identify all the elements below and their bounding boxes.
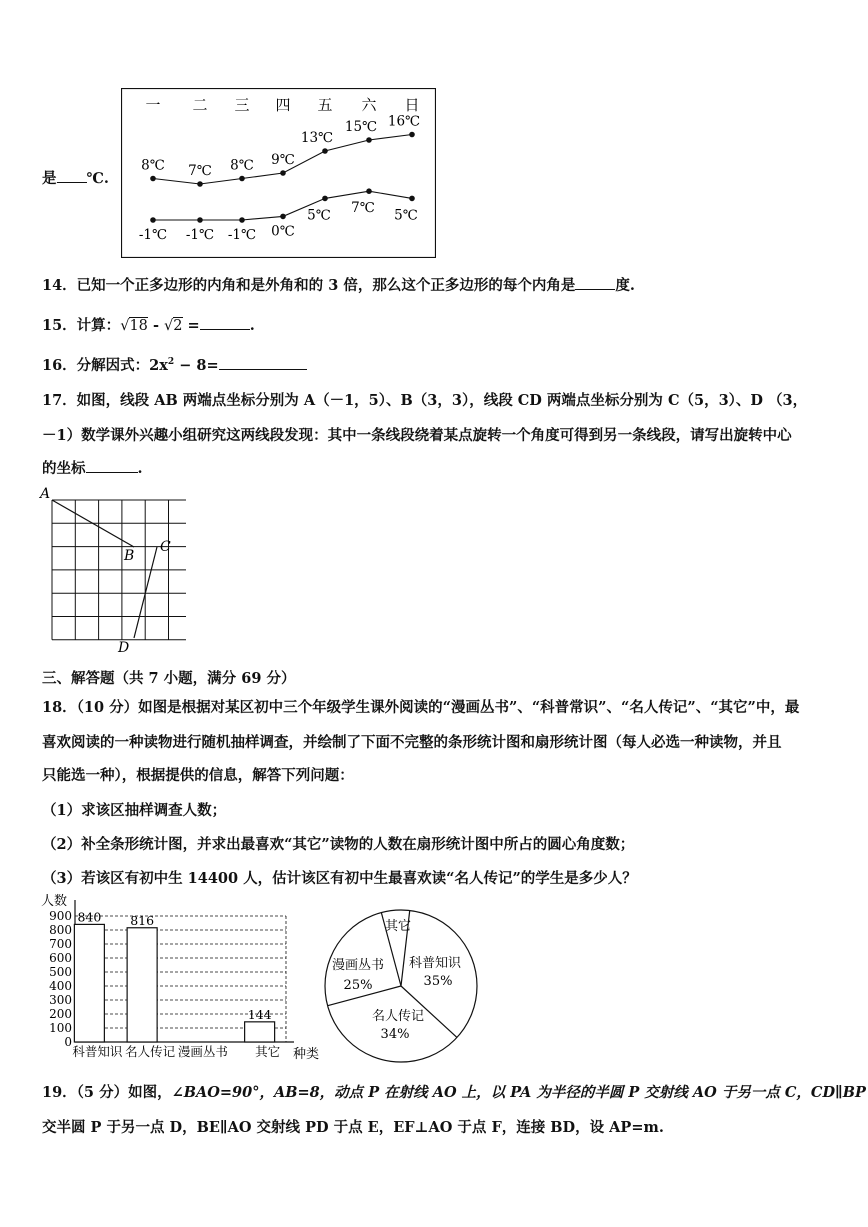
y-tick-label: 100 bbox=[49, 1021, 72, 1035]
low-temp-point bbox=[409, 196, 415, 202]
low-temp-point bbox=[239, 217, 245, 223]
temperature-chart bbox=[121, 88, 436, 258]
x-tick-label: 其它 bbox=[255, 1044, 281, 1059]
y-tick-label: 900 bbox=[49, 909, 72, 923]
q13-prefix: 是 bbox=[42, 170, 57, 187]
q15: 15．计算：√18 - √2 = . bbox=[42, 317, 255, 334]
q18-sub2: （2）补全条形统计图，并求出最喜欢“其它”读物的人数在扇形统计图中所占的圆心角度数； bbox=[42, 836, 635, 853]
low-temp-point bbox=[280, 214, 286, 220]
pie-slice-percent: 35% bbox=[423, 974, 453, 989]
bar-value-label: 816 bbox=[130, 912, 155, 928]
q15-text: 15．计算： bbox=[42, 317, 121, 334]
q14-blank bbox=[575, 275, 615, 290]
q13-answer-line bbox=[42, 167, 109, 188]
q16-blank bbox=[219, 355, 307, 370]
low-temp-label: 5℃ bbox=[394, 207, 418, 224]
x-tick-label: 名人传记 bbox=[125, 1044, 176, 1059]
day-label: 六 bbox=[361, 96, 377, 114]
bar bbox=[74, 924, 104, 1042]
bar bbox=[245, 1022, 275, 1042]
high-temp-point bbox=[366, 137, 372, 143]
high-temp-point bbox=[150, 176, 156, 182]
day-label: 三 bbox=[234, 96, 250, 114]
high-temp-point bbox=[197, 181, 203, 187]
y-tick-label: 400 bbox=[49, 979, 72, 993]
high-temp-label: 8℃ bbox=[230, 157, 254, 174]
q13-unit: ℃. bbox=[86, 170, 109, 187]
day-label: 四 bbox=[275, 96, 291, 114]
q14-text: 14．已知一个正多边形的内角和是外角和的 3 倍，那么这个正多边形的每个内角是 bbox=[42, 277, 576, 294]
q18-line1: 18．（10 分）如图是根据对某区初中三个年级学生课外阅读的“漫画丛书”、“科普常识”、“名人传记”、“其它”中，最 bbox=[42, 699, 800, 716]
sqrt-2: √2 bbox=[164, 318, 183, 334]
label-b: B bbox=[124, 548, 135, 564]
pie-slice-label: 漫画丛书 bbox=[331, 958, 385, 973]
q18-sub1: （1）求该区抽样调查人数； bbox=[42, 802, 227, 819]
pie-slice-label: 科普知识 bbox=[408, 956, 462, 971]
q19-line2: 交半圆 P 于另一点 D，BE∥AO 交射线 PD 于点 E，EF⊥AO 于点 F，连接 BD，设 AP=m. bbox=[42, 1119, 664, 1136]
q16: 16．分解因式：$2x^2 - 8=$ bbox=[42, 354, 307, 375]
q18-line3: 只能选一种），根据提供的信息，解答下列问题： bbox=[42, 767, 354, 784]
day-label: 二 bbox=[192, 96, 208, 114]
q18-sub3: （3）若该区有初中生 14400 人，估计该区有初中生最喜欢读“名人传记”的学生是多少人？ bbox=[42, 870, 637, 887]
pie-slice-label: 其它 bbox=[384, 919, 412, 934]
high-temp-label: 13℃ bbox=[300, 130, 334, 146]
y-tick-label: 700 bbox=[49, 937, 72, 951]
high-temp-label: 7℃ bbox=[188, 163, 212, 179]
bar-value-label: 840 bbox=[77, 909, 102, 925]
low-temp-label: -1℃ bbox=[138, 227, 168, 243]
q17-grid-figure bbox=[36, 484, 186, 656]
q14 bbox=[42, 274, 635, 295]
bar-value-label: 144 bbox=[247, 1006, 272, 1022]
day-label: 一 bbox=[145, 96, 161, 114]
x-tick-label: 漫画丛书 bbox=[177, 1044, 228, 1059]
y-tick-label: 200 bbox=[49, 1007, 72, 1021]
q13-blank bbox=[57, 168, 87, 183]
bar-chart bbox=[38, 890, 326, 1062]
pie-slice-label: 名人传记 bbox=[371, 1009, 425, 1024]
q16-text: 16．分解因式：2x bbox=[42, 357, 168, 374]
low-temp-point bbox=[322, 196, 328, 202]
day-label: 五 bbox=[317, 96, 333, 114]
q19-line1: 19．（5 分）如图，∠BAO=90°，AB=8，动点 P 在射线 AO 上，以 PA 为半径的半圆 P 交射线 AO 于另一点 C，CD∥BP bbox=[42, 1084, 866, 1101]
q14-suffix: 度. bbox=[615, 277, 635, 294]
high-temp-point bbox=[409, 132, 415, 138]
high-temp-label: 8℃ bbox=[141, 157, 165, 174]
label-c: C bbox=[160, 539, 171, 555]
low-temp-label: 5℃ bbox=[307, 207, 331, 224]
low-temp-label: 7℃ bbox=[351, 200, 375, 217]
high-temp-label: 9℃ bbox=[271, 152, 295, 168]
high-temp-point bbox=[280, 170, 286, 176]
x-axis-title: 种类 bbox=[293, 1047, 320, 1062]
q17-line3: 的坐标 . bbox=[42, 460, 143, 477]
low-temp-label: -1℃ bbox=[227, 227, 257, 243]
high-temp-point bbox=[322, 148, 328, 154]
pie-slice-percent: 25% bbox=[343, 978, 373, 993]
pie-chart bbox=[320, 905, 482, 1065]
y-tick-label: 600 bbox=[49, 951, 72, 965]
label-d: D bbox=[118, 640, 130, 656]
label-a: A bbox=[40, 486, 51, 502]
high-temp-label: 15℃ bbox=[344, 119, 378, 135]
q18-line2: 喜欢阅读的一种读物进行随机抽样调查，并绘制了下面不完整的条形统计图和扇形统计图（每人必选一种读物，并且 bbox=[42, 734, 782, 751]
sqrt-18: √18 bbox=[120, 318, 148, 334]
high-temp-point bbox=[239, 176, 245, 182]
low-temp-label: -1℃ bbox=[185, 227, 215, 243]
q15-blank bbox=[200, 315, 250, 330]
high-temp-label: 16℃ bbox=[387, 113, 421, 130]
low-temp-point bbox=[197, 217, 203, 223]
day-label: 日 bbox=[404, 96, 420, 114]
q17-line1: 17．如图，线段 AB 两端点坐标分别为 A（－1，5）、B（3，3），线段 CD 两端点坐标分别为 C（5，3）、D （3， bbox=[42, 392, 808, 409]
y-tick-label: 500 bbox=[49, 965, 72, 979]
y-tick-label: 0 bbox=[64, 1035, 72, 1049]
y-axis-title: 人数 bbox=[41, 894, 68, 909]
low-temp-point bbox=[366, 188, 372, 194]
low-temp-point bbox=[150, 217, 156, 223]
q17-blank bbox=[86, 458, 138, 473]
q17-line2: －1）数学课外兴趣小组研究这两线段发现：其中一条线段绕着某点旋转一个角度可得到另一条线段，请写出旋转中心 bbox=[42, 427, 792, 444]
pie-slice-percent: 34% bbox=[380, 1027, 410, 1042]
bar bbox=[127, 928, 157, 1042]
y-tick-label: 800 bbox=[49, 923, 72, 937]
low-temp-label: 0℃ bbox=[271, 223, 295, 240]
y-tick-label: 300 bbox=[49, 993, 72, 1007]
x-tick-label: 科普知识 bbox=[72, 1044, 123, 1059]
section-3-title: 三、解答题（共 7 小题，满分 69 分） bbox=[42, 670, 296, 687]
